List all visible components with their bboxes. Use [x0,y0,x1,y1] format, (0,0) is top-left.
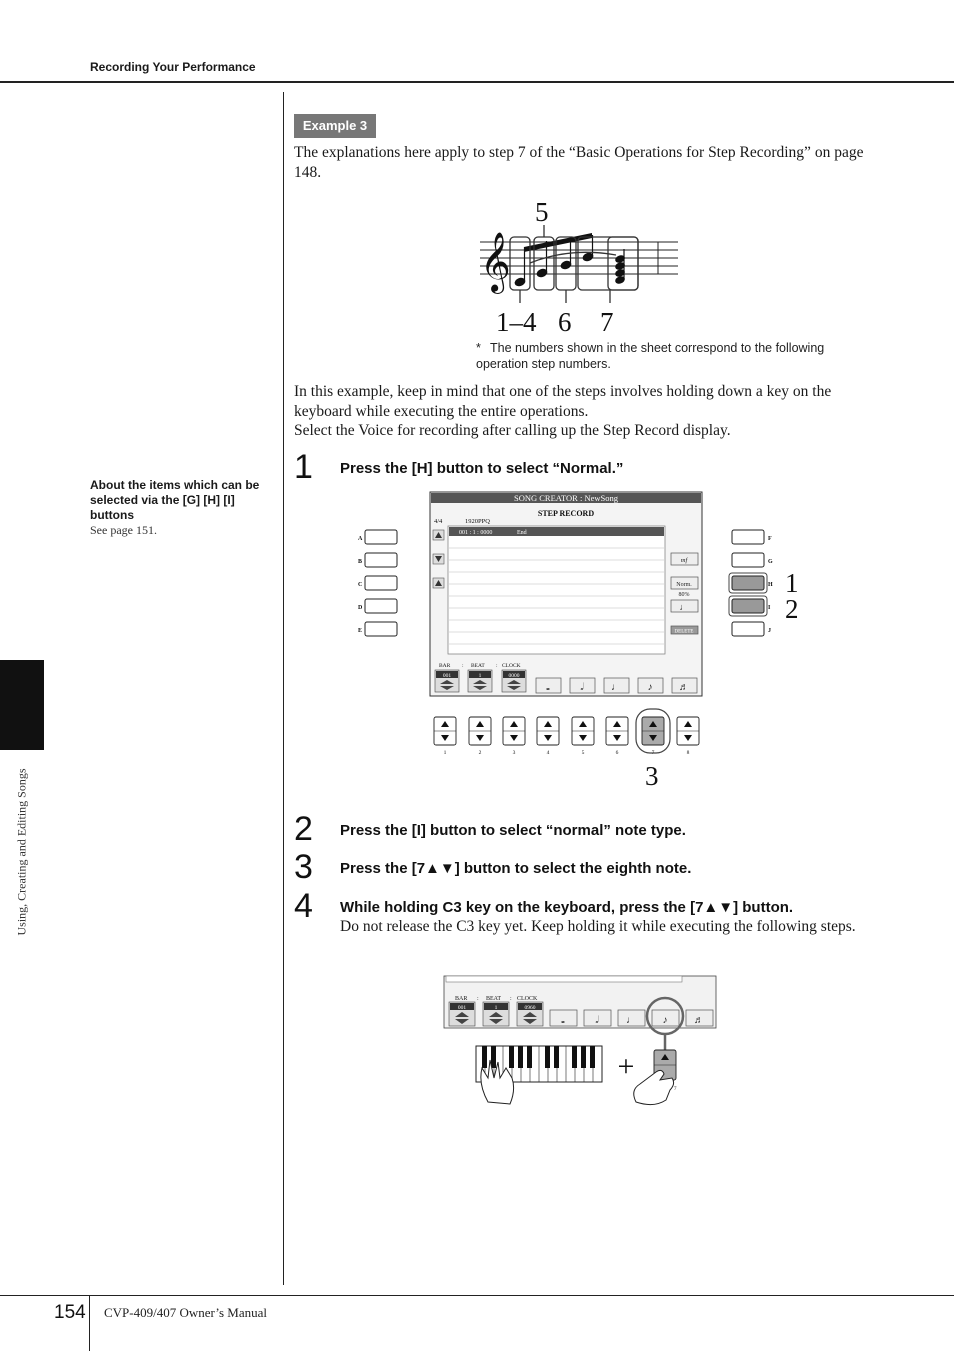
button-j-label: J [768,628,771,634]
beat-value: 1 [478,673,482,679]
bar-value-2: 001 [457,1005,467,1011]
footnote-text: The numbers shown in the sheet correspond to the following operation step numbers. [476,341,825,371]
beat-label: BEAT [471,663,485,669]
button-h-label: H [768,582,773,588]
footnote-star: * [476,341,481,355]
treble-clef-icon: 𝄞 [480,234,511,291]
norm-label: Norm. [676,582,692,588]
quarter-note-icon: ♩ [626,1015,636,1026]
callout-1: 1 [785,568,799,598]
button-e-label: E [358,628,363,634]
manual-name: CVP-409/407 Owner’s Manual [104,1305,267,1320]
step-number-2: 2 [294,810,313,848]
half-note-icon: 𝅗𝅥 [595,1015,599,1026]
button-7-number: 7 [674,1087,677,1092]
step-number-3: 3 [294,848,313,886]
label-step-7: 7 [600,307,614,337]
clock-label: CLOCK [502,663,521,669]
quarter-note-icon: ♩ [679,602,689,612]
screen-scroll-arrows [433,530,444,588]
chapter-tab [0,660,44,750]
button-b-label: B [358,559,363,565]
plus-sign: + [617,1050,635,1083]
event-position: 001 : 1 : 0000 [459,530,493,536]
header-rule [0,81,954,83]
event-name: End [517,530,527,536]
half-note-icon: 𝅗𝅥 [580,682,584,693]
notation-figure [470,195,690,340]
clock-label-2: CLOCK [517,996,538,1002]
margin-note-title: About the items which can be selected via the [G] [H] [I] buttons [90,478,260,522]
footer-divider [89,1296,90,1351]
knob-number-5: 5 [581,750,585,756]
percent-label: 80% [678,592,690,598]
button-g-label: G [768,559,773,565]
label-step-1-4: 1–4 [496,307,537,337]
callout-2: 2 [785,594,799,624]
beat-value-2: 1 [494,1005,498,1011]
clock-value-2: 0960 [524,1005,536,1011]
button-c-label: C [358,582,363,588]
bar-label-2: BAR [455,996,468,1002]
body-paragraph-2: Select the Voice for recording after calling up the Step Record display. [294,422,731,439]
time-signature: 4/4 [434,518,443,525]
separator-3: : [477,996,479,1002]
step-number-1: 1 [294,448,313,486]
screen-title: SONG CREATOR : NewSong [514,493,618,503]
delete-label: DELETE [674,629,694,635]
button-f-label: F [768,536,772,542]
button-a-label: A [358,536,363,542]
separator-4: : [510,996,512,1002]
knob-number-2: 2 [478,750,482,756]
sixteenth-note-icon: ♬ [679,682,689,693]
keyboard-screen-figure [440,972,730,1112]
knob-number-6: 6 [615,750,619,756]
step-detail-4: Do not release the C3 key yet. Keep holding it while executing the following steps. [340,918,856,935]
clock-value: 0000 [508,673,520,679]
column-rule [283,92,284,1285]
knob-number-4: 4 [546,750,550,756]
callout-3: 3 [645,761,659,790]
screen-subtitle: STEP RECORD [537,509,595,518]
eighth-note-icon: ♪ [647,682,653,693]
footer-rule [0,1295,954,1296]
sixteenth-note-icon: ♬ [694,1015,704,1026]
knob-number-1: 1 [443,750,447,756]
example-badge: Example 3 [294,114,376,138]
beat-label-2: BEAT [486,996,501,1002]
step-text-4: While holding C3 key on the keyboard, press the [7▲▼] button. [340,899,794,916]
bar-label: BAR [439,663,451,669]
whole-note-icon: 𝅝 [561,1015,565,1026]
quarter-note-icon: ♩ [611,682,621,693]
step-number-4: 4 [294,887,313,925]
whole-note-icon: 𝅝 [546,682,550,693]
section-title: Recording Your Performance [90,60,256,74]
body-paragraph-1: In this example, keep in mind that one of the steps involves holding down a key on the keyboard while executing the entire operations. [294,383,832,420]
step-record-screen-figure [355,490,815,790]
ppq-value: 1920PPQ [465,518,490,525]
knob-number-8: 8 [686,750,690,756]
label-step-6: 6 [558,307,572,337]
intro-text: The explanations here apply to step 7 of the “Basic Operations for Step Recording” on page 148. [294,144,864,181]
step-text-1: Press the [H] button to select “Normal.” [340,460,624,477]
margin-note-ref: See page 151. [90,523,157,537]
bar-value: 001 [442,673,452,679]
chapter-label: Using, Creating and Editing Songs [14,768,29,936]
knob-number-3: 3 [512,750,516,756]
separator-1: : [462,663,464,669]
knob-number-7: 7 [651,750,655,756]
step-text-3: Press the [7▲▼] button to select the eighth note. [340,860,692,877]
page-number: 154 [54,1302,86,1323]
label-step-5: 5 [535,197,549,227]
dynamics-label: mf [680,557,688,564]
step-text-2: Press the [I] button to select “normal” note type. [340,822,686,839]
eighth-note-icon: ♪ [662,1015,668,1026]
button-i-label: I [768,605,771,611]
button-d-label: D [358,605,363,611]
separator-2: : [496,663,498,669]
